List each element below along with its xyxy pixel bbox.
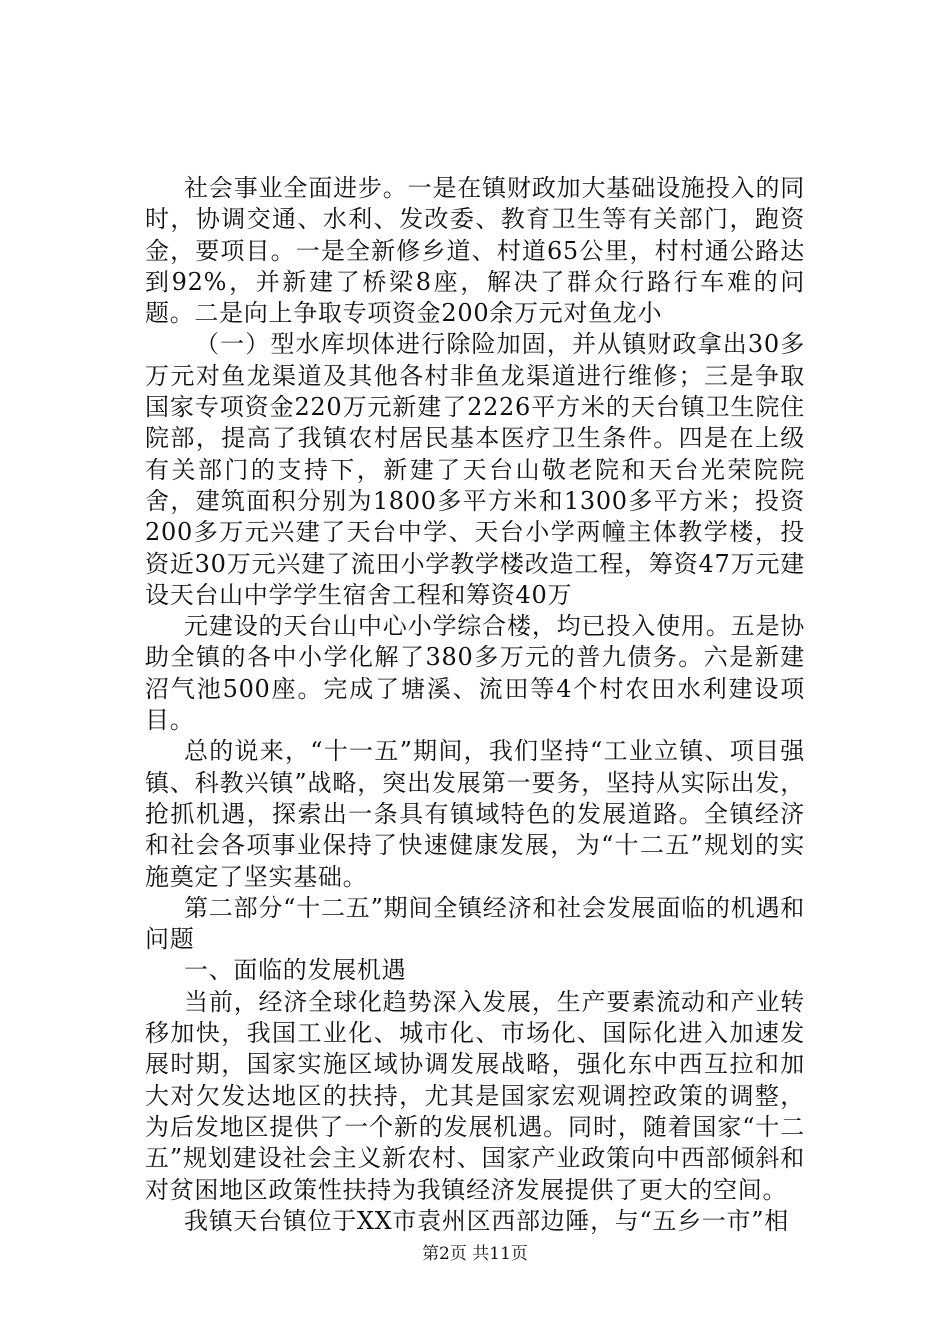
paragraph-reservoir: （一）型水库坝体进行除险加固，并从镇财政拿出30多万元对鱼龙渠道及其他各村非鱼龙渠道进行维修；三是争取国家专项资金220万元新建了2226平方米的天台镇卫生院住院部，提高了我镇农村居民基本医疗卫生条件。四是在上级有关部门的支持下，新建了天台山敬老院和天台光荣院院舍，建筑面积分别为1800多平方米和1300多平方米；投资200多万元兴建了天台中学、天台小学两幢主体教学楼，投资近30万元兴建了流田小学教学楼改造工程，筹资47万元建设天台山中学学生宿舍工程和筹资40万 bbox=[145, 330, 805, 609]
page-number-footer: 第2页 共11页 bbox=[422, 1244, 528, 1264]
paragraph-school-building: 元建设的天台山中心小学综合楼，均已投入使用。五是协助全镇的各中小学化解了380多万元的普九债务。六是新建沼气池500座。完成了塘溪、流田等4个村农田水利建设项目。 bbox=[145, 612, 805, 735]
subheading-opportunities: 一、面临的发展机遇 bbox=[184, 956, 407, 985]
document-body bbox=[145, 173, 805, 1237]
section-heading-part-two: 第二部分“十二五”期间全镇经济和社会发展面临的机遇和问题 bbox=[145, 893, 805, 954]
paragraph-social-progress: 社会事业全面进步。一是在镇财政加大基础设施投入的同时，协调交通、水利、发改委、教育卫生等有关部门，跑资金，要项目。一是全新修乡道、村道65公里，村村通公路达到92%，并新建了桥梁8座，解决了群众行路行车难的问题。二是向上争取专项资金200余万元对鱼龙小 bbox=[145, 174, 805, 328]
paragraph-summary: 总的说来，“十一五”期间，我们坚持“工业立镇、项目强镇、科教兴镇”战略，突出发展第一要务，坚持从实际出发，抢抓机遇，探索出一条具有镇域特色的发展道路。全镇经济和社会各项事业保持了快速健康发展，为“十二五”规划的实施奠定了坚实基础。 bbox=[145, 737, 805, 891]
paragraph-globalization: 当前，经济全球化趋势深入发展，生产要素流动和产业转移加快，我国工业化、城市化、市场化、国际化进入加速发展时期，国家实施区域协调发展战略，强化东中西互拉和加大对欠发达地区的扶持，尤其是国家宏观调控政策的调整，为后发地区提供了一个新的发展机遇。同时，随着国家“十二五”规划建设社会主义新农村、国家产业政策向中西部倾斜和对贫困地区政策性扶持为我镇经济发展提供了更大的空间。 bbox=[145, 987, 805, 1204]
paragraph-town-location: 我镇天台镇位于XX市袁州区西部边陲，与“五乡一市”相 bbox=[184, 1206, 789, 1235]
